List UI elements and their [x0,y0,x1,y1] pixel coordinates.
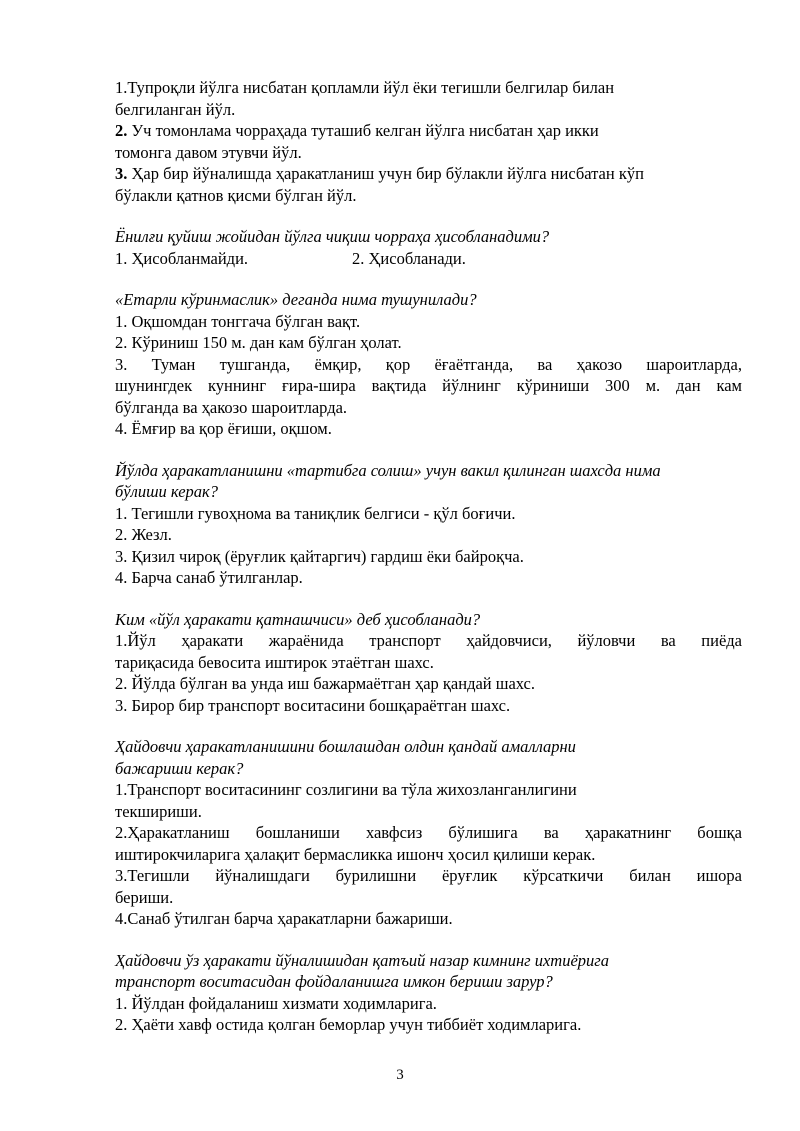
answer-line: бўлганда ва ҳакозо шароитларда. [115,397,348,417]
answer-line: 1.Йўл ҳаракати жараёнида транспорт ҳайдовчиси, йўловчи ва пиёда [115,631,742,650]
answer-number: 3. [115,164,128,183]
answer-line: 3. Бирор бир транспорт воситасини бошқараётган шахс. [115,695,511,715]
answer-line: 4. Барча санаб ўтилганлар. [115,568,303,587]
answer-line: 1. Тегишли гувоҳнома ва таниқлик белгиси - қўл боғичи. [115,503,516,523]
answer-line: белгиланган йўл. [115,99,236,119]
spacer [115,930,742,950]
answer-line: 3. Ҳар бир йўналишда ҳаракатланиш учун бир бўлакли йўлга нисбатан кўп [115,164,644,183]
answer-line: 2. Уч томонлама чорраҳада туташиб келган йўлга нисбатан ҳар икки [115,121,599,140]
spacer [115,440,742,460]
answer-line: 3. Туман тушганда, ёмқир, қор ёғаётганда, ва ҳакозо шароитларда, [115,354,742,374]
answer-line: 3.Тегишли йўналишдаги бурилишни ёруғлик кўрсаткичи билан ишора [115,866,742,885]
spacer [115,206,742,226]
question-text: бажариши керак? [115,758,244,778]
answer-line: 1. Йўлдан фойдаланиш хизмати ходимларига. [115,993,437,1013]
answer-line: 2. Йўлда бўлган ва унда иш бажармаётган ҳар қандай шахс. [115,674,535,693]
answer-line: 3. Қизил чироқ (ёруғлик қайтаргич) гардиш ёки байроқча. [115,546,524,566]
answer-line: 2. Ҳисобланади. [352,248,466,268]
spacer [115,269,742,289]
spacer [115,716,742,736]
document-page [115,77,742,1036]
question-text: Ҳайдовчи ҳаракатланишини бошлашдан олдин қандай амалларни [115,737,576,756]
question-text: бўлиши керак? [115,482,218,501]
answer-line: тариқасида бевосита иштирок этаётган шахс. [115,652,434,672]
answer-number: 2. [115,121,128,140]
answer-line: 2. Кўриниш 150 м. дан кам бўлган ҳолат. [115,333,402,352]
answer-line: шунингдек куннинг ғира-шира вақтида йўлнинг кўриниши 300 м. дан кам [115,376,742,395]
answer-line: 2. Ҳаёти хавф остида қолган беморлар учун тиббиёт ходимларига. [115,1015,582,1034]
page-number: 3 [396,1067,404,1083]
question-text: транспорт воситасидан фойдаланишга имкон бериши зарур? [115,972,553,991]
answer-line: 1.Тупроқли йўлга нисбатан қопламли йўл ёки тегишли белгилар билан [115,78,615,97]
answer-line: томонга давом этувчи йўл. [115,142,302,162]
answer-line: бериши. [115,887,174,907]
answer-line: текшириши. [115,801,202,821]
spacer [115,589,742,609]
answer-line: 1. Ҳисобланмайди. [115,248,249,268]
answer-line: 4. Ёмғир ва қор ёғиши, оқшом. [115,419,332,438]
question-text: «Етарли кўринмаслик» деганда нима тушунилади? [115,290,477,309]
answer-line: бўлакли қатнов қисми бўлган йўл. [115,185,357,205]
answer-line: 1. Оқшомдан тонггача бўлган вақт. [115,311,361,331]
answer-row [115,248,742,270]
answer-line: 2.Ҳаракатланиш бошланиши хавфсиз бўлишига ва ҳаракатнинг бошқа [115,823,742,842]
question-text: Йўлда ҳаракатланишни «тартибга солиш» учун вакил қилинган шахсда нима [115,460,661,480]
answer-line: 4.Санаб ўтилган барча ҳаракатларни бажариши. [115,909,453,928]
question-text: Ёнилғи қуйиш жойидан йўлга чиқиш чорраҳа ҳисобланадими? [115,227,550,246]
answer-line: иштирокчиларига ҳалақит бермасликка ишонч ҳосил қилиши керак. [115,844,596,864]
question-text: Ҳайдовчи ўз ҳаракати йўналишидан қатъий назар кимнинг ихтиёрига [115,950,609,970]
question-text: Ким «йўл ҳаракати қатнашчиси» деб ҳисобланади? [115,609,481,629]
answer-line: 2. Жезл. [115,525,172,544]
answer-line: 1.Транспорт воситасининг созлигини ва тўла жихозланганлигини [115,780,577,799]
